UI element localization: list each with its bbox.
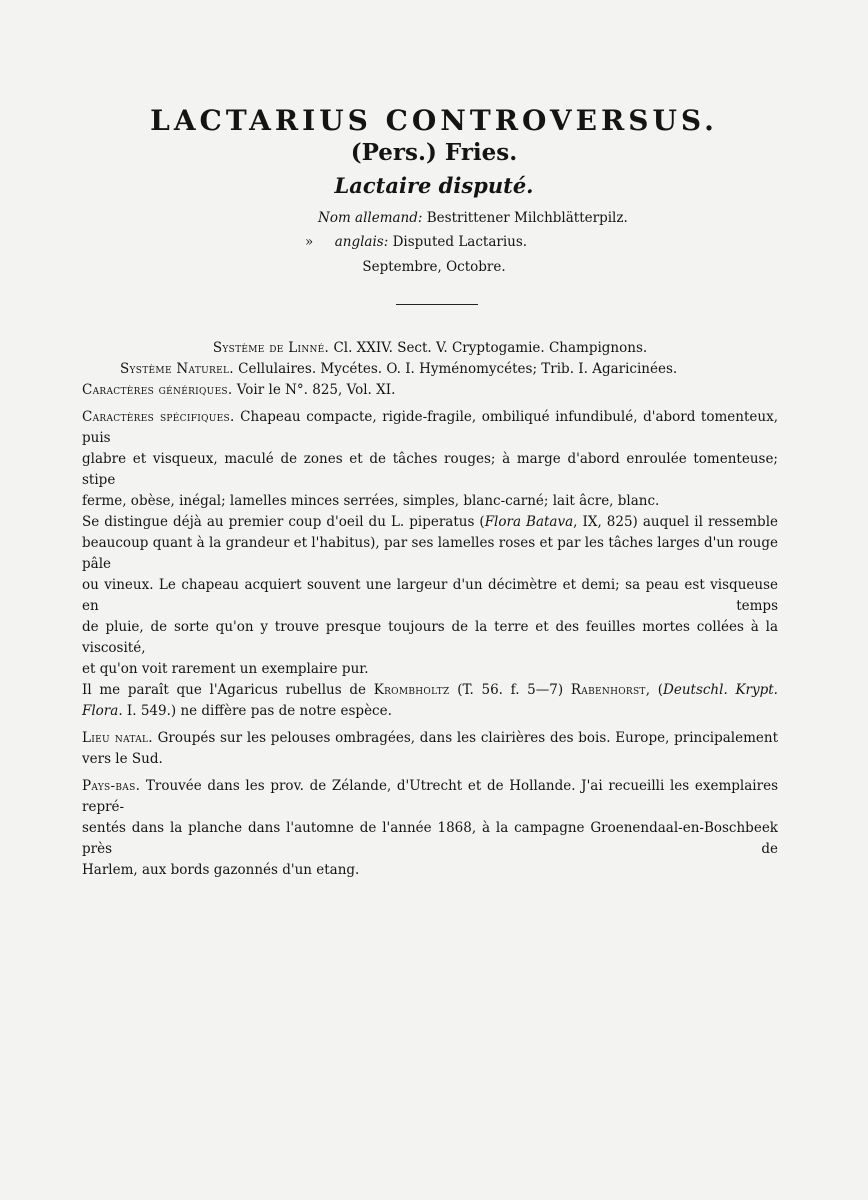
ditto-marker: » [305, 234, 314, 250]
english-name: Disputed Lactarius. [392, 234, 528, 250]
specifiques-line-2: glabre et visqueux, maculé de zones et de tâches rouges; à marge d'abord enroulée tomenteuse; stipe [82, 451, 778, 488]
specifiques-line-3: ferme, obèse, inégal; lamelles minces serrées, simples, blanc-carné; lait âcre, blanc. [82, 493, 660, 509]
parait-text-1b: (T. 56. f. 5—7) [457, 682, 564, 698]
parait-text-1a: Il me paraît que l'Agaricus rubellus de [82, 682, 367, 698]
lieu-label: Lieu natal. [82, 730, 153, 746]
distingue-text-1a: Se distingue déjà au premier coup d'oeil du L. piperatus ( [82, 514, 485, 530]
pays-line-1 [82, 776, 778, 818]
author-rabenhorst: Rabenhorst [570, 682, 646, 698]
flora-ref: Flora [82, 703, 119, 719]
german-label: Nom allemand: [318, 210, 423, 226]
season: Septembre, Octobre. [362, 259, 506, 275]
divider [396, 304, 478, 305]
distingue-line-2: beaucoup quant à la grandeur et l'habitus), par ses lamelles roses et par les tâches larges d'un rouge pâle [82, 535, 778, 572]
page-title: LACTARIUS CONTROVERSUS. [150, 104, 718, 137]
parait-text-2: . I. 549.) ne diffère pas de notre espèce. [118, 703, 392, 719]
specifiques-text-1: Chapeau compacte, rigide-fragile, ombiliqué infundibulé, d'abord tomenteux, puis [82, 409, 778, 446]
german-name: Bestrittener Milchblätterpilz. [426, 210, 628, 226]
flora-batava-ref: Flora Batava [484, 514, 574, 530]
specifiques-label: Caractères spécifiques. [82, 409, 235, 425]
english-name-line [305, 234, 527, 250]
linne-label: Système de Linné. [212, 340, 330, 356]
parait-line-2 [82, 701, 778, 722]
specifiques-line-1 [82, 407, 778, 449]
french-name: Lactaire disputé. [334, 173, 534, 198]
linne-text: Cl. XXIV. Sect. V. Cryptogamie. Champignons. [333, 340, 648, 356]
description-body [82, 338, 778, 881]
pays-line-3: Harlem, aux bords gazonnés d'un etang. [82, 862, 360, 878]
pays-line-2: sentés dans la planche dans l'automne de l'année 1868, à la campagne Groenendaal-en-Boschbeek près de [82, 820, 778, 857]
distingue-line-4: de pluie, de sorte qu'on y trouve presque toujours de la terre et des feuilles mortes collées à la viscosité, [82, 619, 778, 656]
generiques-label: Caractères génériques. [82, 382, 233, 398]
naturel-label: Système Naturel. [120, 361, 234, 377]
parait-text-1c: , ( [645, 682, 664, 698]
deutschl-krypt-ref: Deutschl. Krypt. [663, 682, 778, 698]
naturel-line [82, 359, 778, 380]
lieu-line-2: vers le Sud. [82, 751, 163, 767]
author-krombholtz: Krombholtz [373, 682, 450, 698]
english-label: anglais: [334, 234, 389, 250]
generiques-text: Voir le N°. 825, Vol. XI. [236, 382, 396, 398]
species-authority: (Pers.) Fries. [350, 139, 518, 166]
linne-line [82, 338, 778, 359]
distingue-text-1b: , IX, 825) auquel il ressemble [573, 514, 778, 530]
pays-text-1: Trouvée dans les prov. de Zélande, d'Utrecht et de Hollande. J'ai recueilli les exemplaires repré- [82, 778, 778, 815]
naturel-text: Cellulaires. Mycétes. O. I. Hyménomycétes; Trib. I. Agaricinées. [238, 361, 678, 377]
distingue-line-3: ou vineux. Le chapeau acquiert souvent une largeur d'un décimètre et demi; sa peau est visqueuse en temps [82, 577, 778, 614]
distingue-line-1 [82, 512, 778, 533]
lieu-line-1 [82, 728, 778, 749]
generiques-line [82, 380, 778, 401]
parait-line-1 [82, 680, 778, 701]
lieu-text-1: Groupés sur les pelouses ombragées, dans les clairières des bois. Europe, principalement [157, 730, 778, 746]
distingue-line-5: et qu'on voit rarement un exemplaire pur. [82, 661, 369, 677]
pays-label: Pays-bas. [82, 778, 141, 794]
german-name-line [318, 210, 628, 226]
